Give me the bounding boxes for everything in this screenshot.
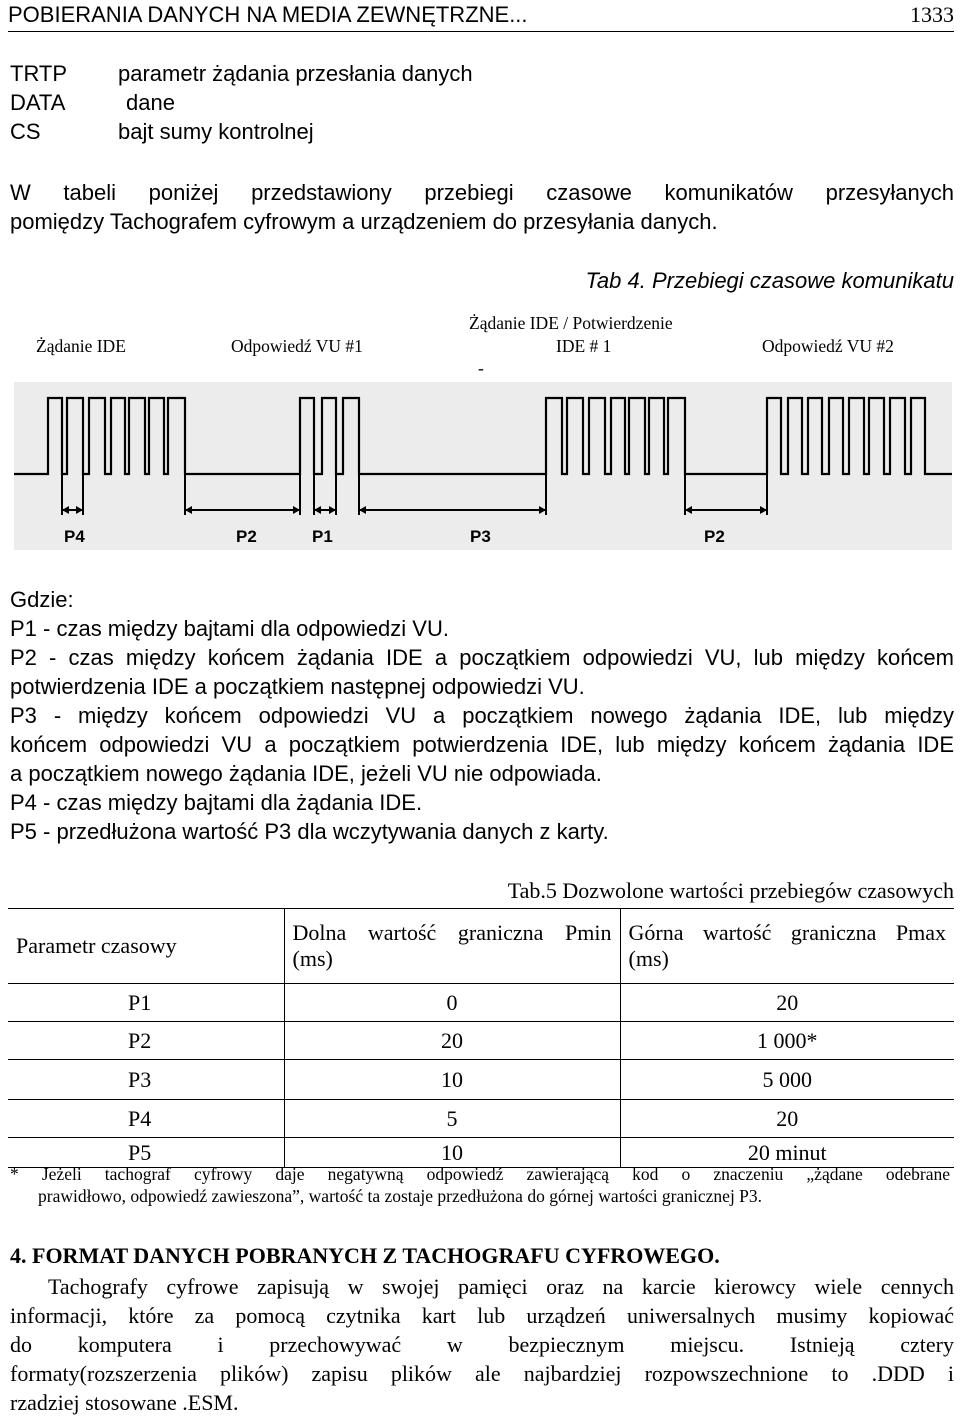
header-min-unit: (ms) [292, 946, 333, 971]
where-p4: P4 - czas między bajtami dla żądania IDE. [10, 790, 423, 815]
cell-max: 5 000 [620, 1060, 954, 1100]
cell-min: 20 [284, 1022, 620, 1060]
table-row [8, 984, 954, 1022]
definition-desc: parametr żądania przesłania danych [118, 61, 473, 86]
cell-param: P2 [8, 1022, 284, 1060]
intro-paragraph [10, 178, 954, 236]
label-response-vu2: Odpowiedź VU #2 [762, 336, 894, 356]
cell-max: 20 [620, 984, 954, 1022]
footnote-line: prawidłowo, odpowiedź zawieszona”, wartość ta zostaje przedłużona do górnej wartości granicznej P3. [38, 1186, 763, 1206]
where-title: Gdzie: [10, 587, 74, 612]
section-line: do komputera i przechowywać w bezpiecznym miejscu. Istnieją cztery [10, 1332, 954, 1357]
marker-p2: P2 [704, 527, 725, 546]
label-request-confirm: Żądanie IDE / Potwierdzenie [469, 313, 673, 333]
intro-line: pomiędzy Tachografem cyfrowym a urządzeniem do przesyłania danych. [10, 209, 718, 234]
header-title: POBIERANIA DANYCH NA MEDIA ZEWNĘTRZNE... [8, 2, 528, 27]
table-footnote [10, 1163, 950, 1207]
header-max-label: Górna wartość graniczna Pmax [628, 920, 946, 945]
section-line: Tachografy cyfrowe zapisują w swojej pamięci oraz na karcie kierowcy wiele cennych [48, 1274, 954, 1299]
where-p3-line: a początkiem nowego żądania IDE, jeżeli VU nie odpowiada. [10, 761, 602, 786]
page-number: 1333 [910, 2, 954, 27]
cell-min: 10 [284, 1060, 620, 1100]
timing-diagram [14, 382, 952, 550]
where-block [10, 585, 954, 846]
marker-p2: P2 [236, 527, 257, 546]
section-heading: 4. FORMAT DANYCH POBRANYCH Z TACHOGRAFU CYFROWEGO. [10, 1243, 720, 1268]
where-p5: P5 - przedłużona wartość P3 dla wczytywania danych z karty. [10, 819, 609, 844]
section-line: rzadziej stosowane .ESM. [10, 1390, 239, 1415]
cell-param: P3 [8, 1060, 284, 1100]
definition-term: CS [10, 119, 41, 144]
label-dash: - [478, 358, 484, 378]
footnote-line: * Jeżeli tachograf cyfrowy daje negatywną odpowiedź zawierającą kod o znaczeniu „żądane odebrane [10, 1164, 950, 1184]
section-line: formaty(rozszerzenia plików) zapisu plików ale najbardziej rozpowszechnione to .DDD i [10, 1361, 954, 1386]
table-header-row [8, 909, 954, 984]
cell-min: 5 [284, 1100, 620, 1138]
cell-max: 20 [620, 1100, 954, 1138]
cell-param: P5 [8, 1138, 284, 1168]
cell-min: 0 [284, 984, 620, 1022]
marker-p4: P4 [64, 527, 85, 546]
header-min [284, 909, 620, 984]
marker-p3: P3 [470, 527, 491, 546]
header-max [620, 909, 954, 984]
section-paragraph [10, 1272, 954, 1417]
table-row [8, 1100, 954, 1138]
where-p2-line: P2 - czas między końcem żądania IDE a początkiem odpowiedzi VU, lub między końcem [10, 645, 954, 670]
section-line: informacji, które za pomocą czytnika kart lub urządzeń uniwersalnych musimy kopiować [10, 1303, 954, 1328]
cell-param: P1 [8, 984, 284, 1022]
table-row [8, 1022, 954, 1060]
cell-max: 20 minut [620, 1138, 954, 1168]
tab5-caption-text: Tab.5 Dozwolone wartości przebiegów czasowych [507, 878, 954, 903]
header-param: Parametr czasowy [8, 909, 284, 984]
diagram-background [14, 382, 952, 550]
table-row [8, 1060, 954, 1100]
where-p3-line: P3 - między końcem odpowiedzi VU a początkiem nowego żądania IDE, lub między [10, 703, 954, 728]
intro-line: W tabeli poniżej przedstawiony przebiegi czasowe komunikatów przesyłanych [10, 180, 954, 205]
tab5-caption [508, 878, 954, 904]
cell-min: 10 [284, 1138, 620, 1168]
header-max-unit: (ms) [628, 946, 669, 971]
definition-desc: bajt sumy kontrolnej [118, 119, 314, 144]
where-p2-line: potwierdzenia IDE a początkiem następnej odpowiedzi VU. [10, 674, 585, 699]
cell-param: P4 [8, 1100, 284, 1138]
definition-term: TRTP [10, 61, 68, 86]
cell-max: 1 000* [620, 1022, 954, 1060]
where-p3-line: końcem odpowiedzi VU a początkiem potwierdzenia IDE, lub między końcem żądania IDE [10, 732, 954, 757]
marker-p1: P1 [312, 527, 333, 546]
where-p1: P1 - czas między bajtami dla odpowiedzi VU. [10, 616, 449, 641]
definition-desc: dane [126, 90, 175, 115]
label-request-ide: Żądanie IDE [36, 336, 126, 356]
page-header [8, 0, 954, 32]
timing-values-table [8, 908, 954, 1168]
definition-term: DATA [10, 90, 66, 115]
label-request-confirm-line2: IDE # 1 [556, 336, 612, 356]
header-min-label: Dolna wartość graniczna Pmin [292, 920, 612, 945]
label-response-vu1: Odpowiedź VU #1 [231, 336, 363, 356]
tab4-caption: Tab 4. Przebiegi czasowe komunikatu [585, 268, 954, 293]
